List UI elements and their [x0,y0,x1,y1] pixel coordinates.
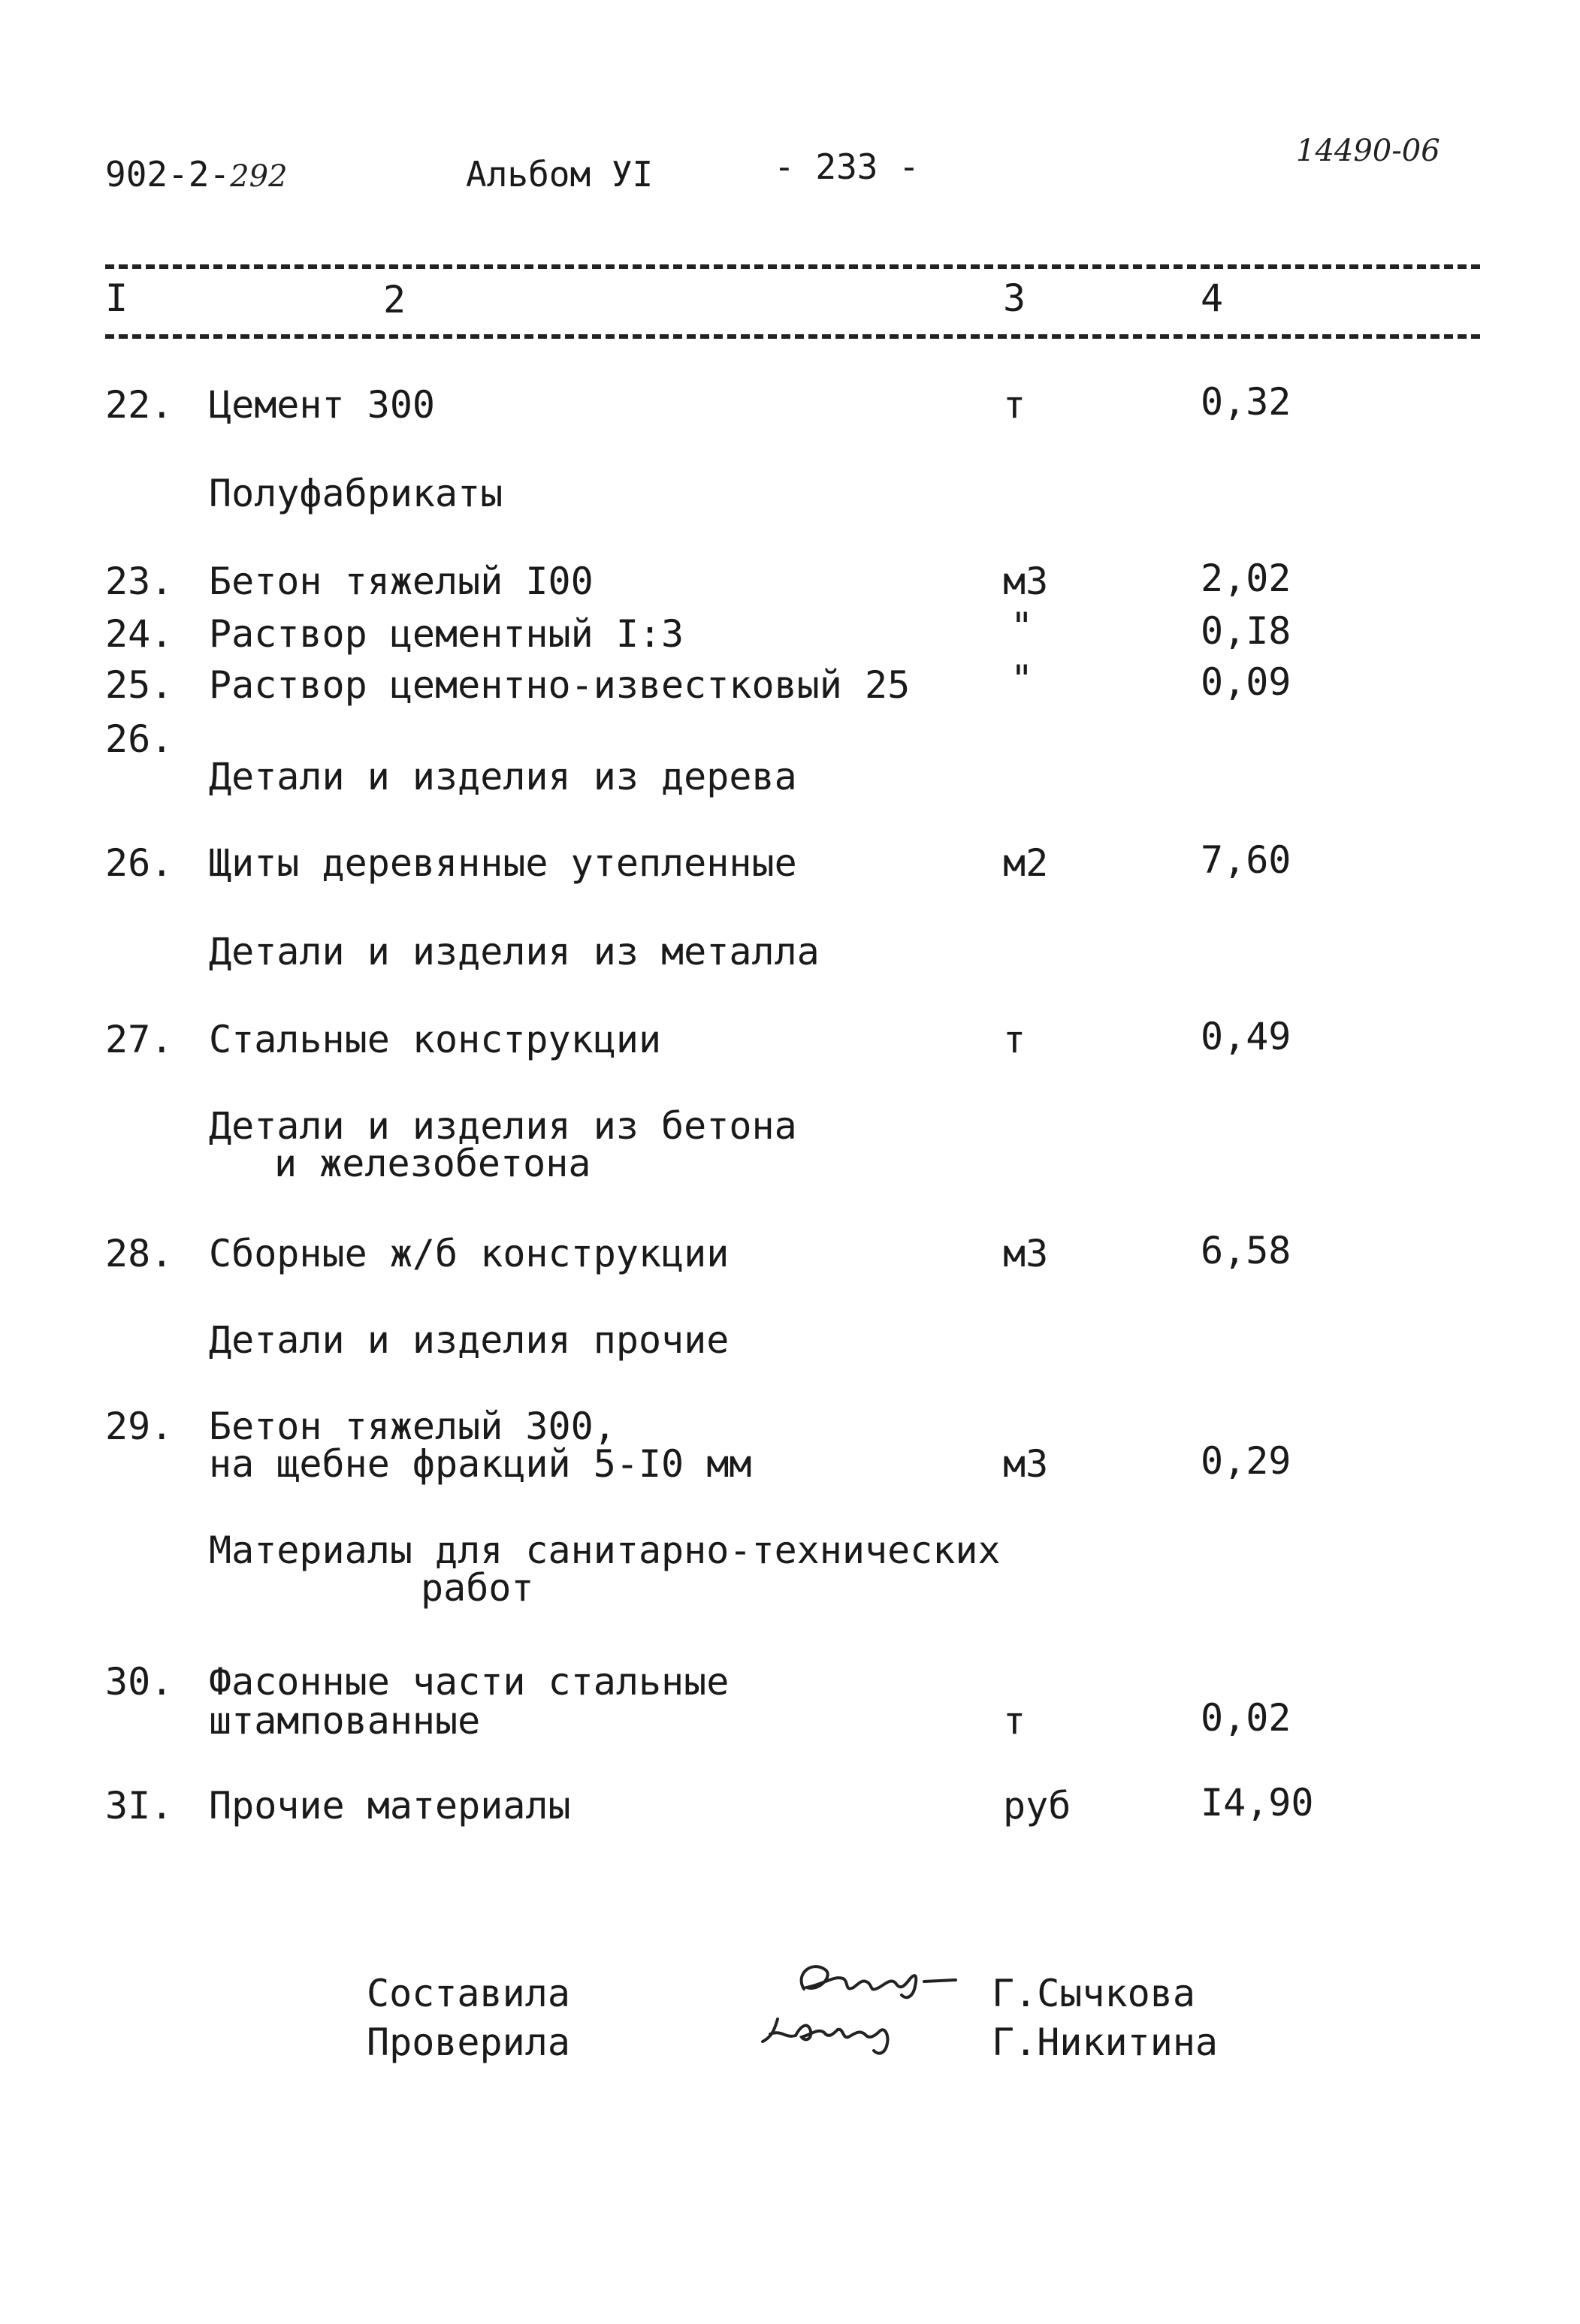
section-heading: Детали и изделия из дерева [209,755,797,798]
row-number: 23. [105,560,174,603]
page-number: - 233 - [774,146,920,187]
material-name: Фасонные части стальные [209,1660,730,1704]
section-heading-continued: и железобетона [274,1142,591,1185]
header-top-rule [105,264,1480,269]
section-heading: Детали и изделия из бетона [209,1104,797,1148]
row-number: 27. [105,1018,174,1061]
section-heading: Детали и изделия из металла [209,930,820,973]
unit: руб [1003,1784,1071,1828]
material-name: Бетон тяжелый 300, [209,1405,616,1448]
compiler-name: Г.Сычкова [992,1972,1195,2015]
unit: м2 [1003,841,1049,885]
material-name: Стальные конструкции [209,1018,662,1061]
section-heading-continued: работ [421,1566,534,1610]
column-header-2: 2 [383,278,406,321]
ditto-mark: " [1011,605,1034,648]
quantity: 0,32 [1201,380,1291,424]
section-heading: Материалы для санитарно-технических [209,1529,1001,1572]
material-name: Цемент 300 [209,383,436,427]
column-header-1: I [105,276,128,320]
header-bottom-rule [105,334,1480,339]
document-code-suffix: 292 [230,159,288,194]
unit: т [1003,1018,1026,1061]
quantity: 0,02 [1201,1696,1291,1740]
quantity: 0,49 [1201,1015,1291,1058]
row-number: 25. [105,663,174,707]
material-name: Щиты деревянные утепленные [209,841,797,885]
material-name: Раствор цементно-известковый 25 [209,663,911,707]
document-code [105,154,288,195]
checker-name: Г.Никитина [992,2021,1219,2064]
row-number: 26. [105,841,174,885]
quantity: 0,29 [1201,1439,1291,1483]
material-name: Бетон тяжелый I00 [209,560,594,603]
unit: м3 [1003,1232,1049,1275]
material-name-continued: на щебне фракций 5-I0 мм [209,1442,752,1486]
checker-signature [755,2004,917,2064]
row-number: 3I. [105,1784,174,1828]
album-label: Альбом УI [466,154,654,195]
unit: т [1003,383,1026,427]
quantity: 0,I8 [1201,609,1291,653]
material-name: Прочие материалы [209,1784,571,1828]
column-header-3: 3 [1003,276,1026,320]
inventory-stamp: 14490-06 [1296,134,1440,168]
row-number: 22. [105,383,174,427]
unit: м3 [1003,1442,1049,1486]
column-header-4: 4 [1201,276,1224,320]
document-code-prefix: 902-2- [105,154,231,195]
row-number: 29. [105,1405,174,1448]
unit: м3 [1003,560,1049,603]
quantity: 2,02 [1201,557,1291,600]
quantity: 6,58 [1201,1229,1291,1272]
checked-by-label: Проверила [367,2021,570,2064]
row-number: 28. [105,1232,174,1275]
ditto-mark: " [1011,657,1034,701]
section-heading: Полуфабрикаты [209,472,503,515]
quantity: 0,09 [1201,660,1291,704]
quantity: I4,90 [1201,1781,1314,1824]
material-name: Сборные ж/б конструкции [209,1232,730,1275]
quantity: 7,60 [1201,838,1291,882]
row-number: 30. [105,1660,174,1704]
compiled-by-label: Составила [367,1972,570,2015]
unit: т [1003,1699,1026,1743]
material-name: Раствор цементный I:3 [209,612,684,656]
material-name-continued: штампованные [209,1699,481,1743]
section-heading: Детали и изделия прочие [209,1318,730,1362]
row-number: 24. [105,612,174,656]
row-number: 26. [105,717,174,761]
